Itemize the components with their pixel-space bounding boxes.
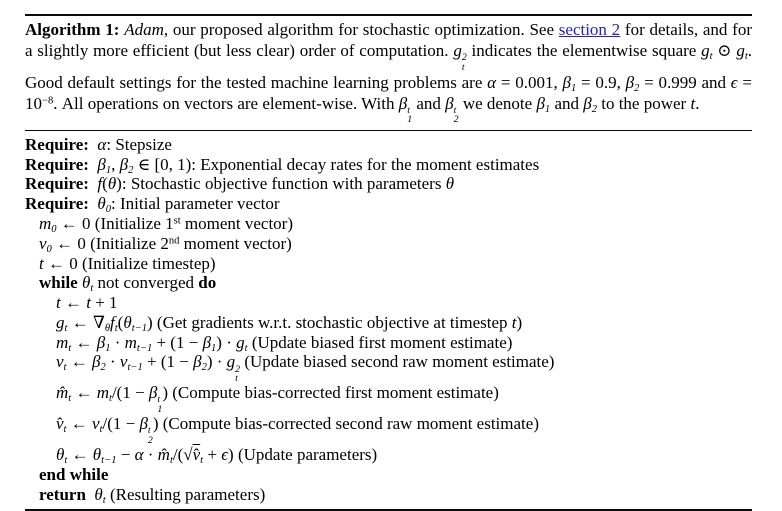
- plain-text: ← 0 (Initialize 2: [51, 233, 169, 253]
- math-text: β: [562, 72, 571, 92]
- math-subscript: 1: [105, 164, 112, 176]
- plain-text: ): [516, 312, 523, 332]
- math-subscript: 2: [100, 362, 106, 374]
- math-text: θ: [445, 174, 455, 194]
- math-subscript: t−1: [131, 323, 148, 335]
- math-text: v̂: [56, 414, 64, 434]
- math-text: β: [119, 154, 129, 174]
- plain-text: ← ∇: [67, 312, 105, 332]
- math-text: t: [86, 293, 91, 313]
- math-text: v: [39, 233, 47, 253]
- plain-text: to the power: [596, 93, 691, 113]
- plain-text: ) (Update parameters): [228, 445, 378, 465]
- superscript: −8: [42, 95, 54, 107]
- plain-text: ) (Compute bias-corrected second raw moment estimate): [152, 414, 539, 434]
- math-subscript: 1: [570, 83, 577, 95]
- plain-text: ← 0 (Initialize 1: [56, 213, 174, 233]
- math-text: θ: [56, 445, 65, 465]
- plain-text: ←: [66, 414, 92, 434]
- math-sup-sub: t 1: [407, 105, 413, 126]
- algo-line: [25, 254, 752, 274]
- algo-line: [25, 445, 752, 465]
- math-subscript: t: [68, 342, 72, 354]
- plain-text: + (1 −: [152, 332, 203, 352]
- plain-text: (Resulting parameters): [105, 484, 266, 504]
- math-subscript: 1: [105, 342, 111, 354]
- math-text: v: [91, 414, 100, 434]
- math-text: θ: [94, 484, 103, 504]
- plain-text: , our proposed algorithm for stochastic optimization. See: [163, 20, 559, 39]
- plain-text: −: [116, 445, 135, 465]
- plain-text: : Stepsize: [106, 134, 172, 154]
- math-subscript: 0: [46, 243, 52, 255]
- math-text: v: [56, 352, 64, 372]
- math-text: α: [97, 134, 107, 154]
- algo-line: [25, 414, 752, 445]
- math-subscript: t: [200, 455, 204, 467]
- plain-text: = 0.999 and: [639, 72, 731, 92]
- math-text: ϵ: [221, 445, 229, 465]
- plain-text: (Update biased first moment estimate): [247, 332, 513, 352]
- plain-text: ·: [110, 332, 125, 352]
- plain-text: ,: [111, 154, 120, 174]
- math-text: β: [96, 332, 106, 352]
- plain-text: and: [412, 93, 446, 113]
- plain-text: ) (Get gradients w.r.t. stochastic objective at timestep: [147, 312, 512, 332]
- algo-line: [25, 465, 752, 485]
- math-subscript: t: [64, 455, 68, 467]
- plain-text: ) ·: [206, 352, 227, 372]
- algo-line: [25, 383, 752, 414]
- plain-text: + 1: [90, 293, 118, 313]
- plain-text: ←: [66, 352, 92, 372]
- math-text: β: [583, 93, 592, 113]
- plain-text: moment vector): [180, 213, 294, 233]
- keyword-text: Algorithm 1:: [25, 20, 125, 39]
- math-subscript: 2: [634, 83, 640, 95]
- math-subscript: 2: [201, 362, 207, 374]
- math-subscript: 1: [544, 104, 551, 116]
- algo-line: [25, 485, 752, 505]
- plain-text: ∈ [0, 1): Exponential decay rates for the moment estimates: [133, 154, 540, 174]
- math-text: β: [97, 154, 106, 174]
- plain-text: we denote: [458, 93, 537, 113]
- plain-text: . Good default settings for the tested machine learning problems are: [25, 41, 752, 92]
- math-text: g: [56, 312, 65, 332]
- math-subscript: t: [709, 51, 713, 63]
- math-text: m: [96, 383, 109, 403]
- plain-text: ←: [67, 445, 93, 465]
- math-subscript: t−1: [101, 455, 117, 467]
- math-subscript: t: [109, 393, 112, 405]
- plain-text: : Stochastic objective function with parameters: [121, 174, 446, 194]
- algorithm-body: [25, 131, 752, 510]
- plain-text: (Update biased second raw moment estimate): [240, 352, 555, 372]
- math-subscript: t: [114, 323, 118, 335]
- plain-text: moment vector): [179, 233, 292, 253]
- math-text: β: [398, 93, 408, 113]
- keyword-text: Require:: [25, 194, 89, 214]
- math-sup-sub: t 2: [453, 105, 459, 126]
- math-text: g: [736, 41, 745, 60]
- plain-text: ): [116, 174, 122, 194]
- math-subscript: 2: [591, 104, 597, 116]
- plain-text: ) ·: [216, 332, 237, 352]
- math-subscript: t: [244, 342, 248, 354]
- algorithm-caption: [25, 16, 752, 130]
- math-text: θ: [123, 312, 132, 332]
- superscript: st: [173, 215, 181, 227]
- plain-text: ← 0 (Initialize timestep): [43, 253, 216, 273]
- math-text: g: [226, 352, 236, 372]
- math-text: Adam: [124, 20, 164, 39]
- math-subscript: θ: [104, 323, 110, 335]
- math-text: α: [134, 445, 144, 465]
- plain-text: ←: [71, 383, 97, 403]
- math-sup-sub: 2 t: [461, 52, 467, 73]
- math-sup-sub: 2 t: [235, 363, 241, 384]
- math-text: t: [39, 253, 44, 273]
- algo-line: [25, 135, 752, 155]
- math-text: β: [445, 93, 454, 113]
- math-sup-sub: t 1: [157, 394, 163, 415]
- math-text: θ: [97, 194, 106, 214]
- math-subscript: 2: [128, 164, 134, 176]
- keyword-text: Require:: [25, 154, 89, 174]
- math-subscript: t: [63, 362, 67, 374]
- plain-text: not converged: [93, 273, 199, 293]
- algo-line: [25, 234, 752, 254]
- plain-text: (: [102, 174, 108, 194]
- math-text: α: [487, 72, 497, 92]
- math-text: t: [690, 93, 696, 113]
- math-text: β: [202, 332, 212, 352]
- math-text: v̂: [192, 445, 201, 465]
- math-text: m: [124, 332, 137, 352]
- math-subscript: t: [63, 424, 67, 436]
- math-text: ϵ: [730, 72, 738, 92]
- keyword-text: do: [198, 273, 217, 293]
- math-subscript: 1: [211, 342, 217, 354]
- algo-line: [25, 313, 752, 333]
- math-text: v: [119, 352, 128, 372]
- plain-text: /(1 −: [102, 414, 140, 434]
- algo-line: [25, 273, 752, 293]
- math-subscript: 0: [51, 224, 57, 236]
- plain-text: ·: [143, 445, 158, 465]
- math-subscript: t−1: [136, 342, 153, 354]
- algo-line: [25, 174, 752, 194]
- section-2-link[interactable]: section 2: [558, 20, 621, 39]
- math-sup-sub: t 2: [147, 425, 153, 446]
- keyword-text: end while: [39, 464, 109, 484]
- plain-text: ⊙: [712, 41, 737, 60]
- math-text: m̂: [56, 383, 69, 403]
- math-subscript: t: [102, 494, 106, 506]
- plain-text: .: [695, 93, 700, 113]
- math-text: β: [139, 414, 148, 434]
- math-text: t: [56, 293, 61, 313]
- math-text: β: [148, 383, 158, 403]
- math-text: m̂: [157, 445, 170, 465]
- plain-text: indicates the elementwise square: [466, 41, 702, 60]
- math-text: g: [236, 332, 245, 352]
- plain-text: /(1 −: [111, 383, 149, 403]
- plain-text: /(√: [172, 445, 193, 465]
- math-text: β: [625, 72, 635, 92]
- math-subscript: t: [99, 424, 103, 436]
- algo-line: [25, 293, 752, 313]
- math-subscript: t: [169, 455, 173, 467]
- plain-text: = 0.001,: [496, 72, 563, 92]
- math-subscript: t: [64, 323, 68, 335]
- keyword-text: while: [39, 273, 82, 293]
- algo-line: [25, 194, 752, 214]
- math-text: t: [511, 312, 517, 332]
- math-subscript: t: [744, 51, 748, 63]
- plain-text: for details, and for a slightly more efficient (but less clear) order of computation.: [25, 20, 752, 60]
- math-text: g: [453, 41, 462, 60]
- plain-text: [86, 485, 95, 504]
- math-subscript: t−1: [127, 362, 143, 374]
- plain-text: +: [203, 445, 222, 465]
- superscript: nd: [168, 235, 180, 247]
- plain-text: ←: [71, 332, 97, 352]
- algo-line: [25, 352, 752, 383]
- math-text: θ: [107, 174, 117, 194]
- math-subscript: 0: [105, 204, 112, 216]
- math-subscript: t: [68, 393, 72, 405]
- plain-text: ·: [105, 352, 120, 372]
- plain-text: ←: [60, 293, 87, 313]
- math-text: m: [39, 213, 52, 233]
- algo-line: [25, 333, 752, 353]
- math-subscript: t: [90, 283, 94, 295]
- plain-text: . All operations on vectors are element-wise. With: [53, 93, 399, 113]
- math-text: f: [110, 312, 115, 332]
- plain-text: = 10: [25, 72, 752, 113]
- keyword-text: Require:: [25, 134, 89, 154]
- algo-line: [25, 214, 752, 234]
- plain-text: and: [550, 93, 584, 113]
- plain-text: (: [117, 312, 124, 332]
- math-text: β: [193, 352, 202, 372]
- math-text: θ: [92, 445, 102, 465]
- math-text: g: [701, 41, 710, 60]
- plain-text: : Initial parameter vector: [111, 194, 280, 214]
- plain-text: = 0.9,: [576, 72, 626, 92]
- math-text: f: [97, 174, 103, 194]
- algo-line: [25, 155, 752, 175]
- keyword-text: Require:: [25, 174, 89, 194]
- keyword-text: return: [39, 484, 86, 504]
- algorithm-box: [25, 14, 752, 511]
- math-text: β: [536, 93, 545, 113]
- plain-text: + (1 −: [142, 352, 194, 372]
- math-text: m: [56, 332, 69, 352]
- plain-text: ) (Compute bias-corrected first moment estimate): [162, 383, 499, 403]
- math-text: β: [91, 352, 101, 372]
- math-text: θ: [81, 273, 91, 293]
